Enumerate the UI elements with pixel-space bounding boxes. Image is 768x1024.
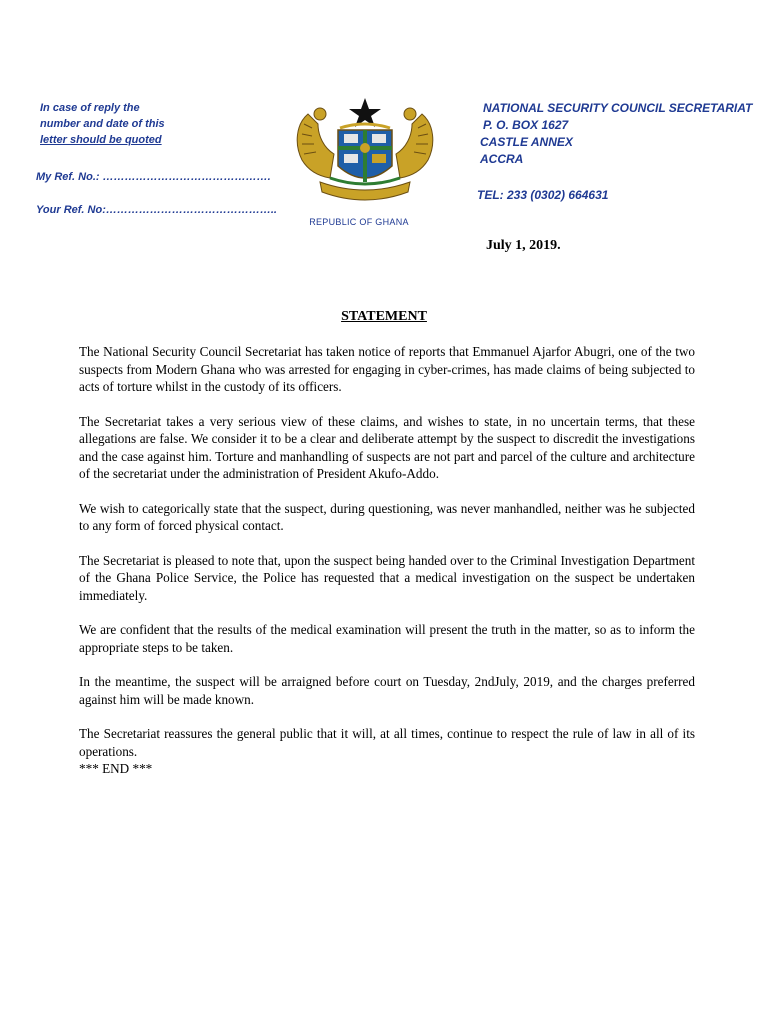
body-paragraph: In the meantime, the suspect will be arraigned before court on Tuesday, 2ndJuly, 2019, and the charges preferred against him will be made known. — [79, 674, 695, 707]
statement-body — [79, 343, 695, 778]
ghana-coat-of-arms-icon — [290, 94, 440, 208]
telephone-line: TEL: 233 (0302) 664631 — [477, 188, 609, 202]
address-line: ACCRA — [480, 152, 524, 166]
body-paragraph: The National Security Council Secretariat has taken notice of reports that Emmanuel Ajarfor Abugri, one of the two suspects from Modern Ghana who was arrested for engaging in cyber-crimes, has made claims of being subjected to acts of torture whilst in the custody of its officers. — [79, 344, 695, 394]
address-line: NATIONAL SECURITY COUNCIL SECRETARIAT — [483, 101, 753, 115]
body-paragraph: We are confident that the results of the medical examination will present the truth in the matter, so as to inform the appropriate steps to be taken. — [79, 622, 695, 655]
reply-reference-note — [40, 100, 210, 148]
republic-of-ghana-label: REPUBLIC OF GHANA — [309, 217, 409, 227]
body-paragraph: The Secretariat takes a very serious view of these claims, and wishes to state, in no uncertain terms, that these allegations are false. We consider it to be a clear and deliberate attempt by the suspect to discredit the investigations and the case against him. Torture and manhandling of suspects are not part and parcel of the culture and architecture of the secretariat under the administration of President Akufo-Addo. — [79, 413, 695, 481]
address-line: P. O. BOX 1627 — [483, 118, 569, 132]
my-ref-field: My Ref. No.: ………………………………………. — [36, 171, 271, 183]
body-paragraph: The Secretariat reassures the general public that it will, at all times, continue to respect the rule of law in all of its operations. — [79, 726, 695, 759]
reply-note-line: letter should be quoted — [40, 134, 162, 146]
right-eagle-shape — [396, 108, 433, 178]
statement-date: July 1, 2019. — [486, 238, 561, 253]
address-line: CASTLE ANNEX — [480, 135, 573, 149]
shield-shape — [338, 130, 392, 182]
reply-note-line: number and date of this — [40, 118, 165, 130]
body-paragraph: We wish to categorically state that the suspect, during questioning, was never manhandled, neither was he subjected to any form of forced physical contact. — [79, 500, 695, 533]
page-title: STATEMENT — [341, 309, 427, 324]
reply-note-line: In case of reply the — [40, 102, 140, 114]
left-eagle-shape — [297, 108, 334, 178]
address-block — [478, 100, 758, 168]
end-marker: *** END *** — [79, 761, 153, 776]
body-paragraph: The Secretariat is pleased to note that, upon the suspect being handed over to the Criminal Investigation Department of the Ghana Police Service, the Police has requested that a medical investigation on the suspect be undertaken immediately. — [79, 552, 695, 603]
your-ref-field: Your Ref. No:……………………………………….. — [36, 204, 277, 216]
